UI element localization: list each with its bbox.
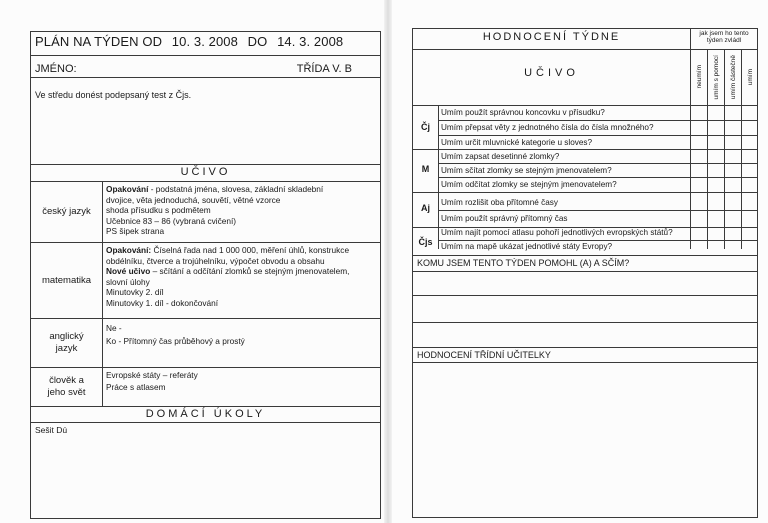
divider: [413, 322, 757, 323]
question-row: Umím přepsat věty z jednotného čísla do čísla množného?: [441, 123, 654, 132]
content-line: Minutovky 1. díl - dokončování: [106, 297, 219, 308]
date-to: 14. 3. 2008: [277, 34, 344, 49]
question-row: Umím zapsat desetinné zlomky?: [441, 152, 560, 161]
curriculum-heading: UČIVO: [180, 166, 231, 178]
subject-name-english: anglický jazyk: [31, 319, 103, 367]
subject-name-people-world: člověk a jeho svět: [31, 368, 103, 406]
name-label: JMÉNO:: [35, 63, 77, 75]
content-line: Minutovky 2. díl: [106, 287, 164, 298]
content-line: dvojice, věta jednoduchá, souvětí, větné vzorce: [106, 194, 281, 205]
question-row: Umím použít správnou koncovku v přísudku?: [441, 108, 605, 117]
mastery-header: jak jsem ho tento týden zvládl: [690, 29, 757, 49]
divider: [31, 406, 380, 407]
content-line: Práce s atlasem: [106, 381, 166, 392]
subject-content-english: [106, 322, 377, 348]
content-line: obdélníku, čtverce a trojúhelníku, výpočet obvodu a obsahu: [106, 255, 325, 266]
subject-name-math: matematika: [31, 243, 103, 318]
subject-label-english: Aj: [421, 203, 430, 213]
subject-content-people-world: [106, 370, 377, 393]
weekly-plan-form: [30, 31, 381, 519]
subject-content-math: [106, 245, 377, 309]
question-row: Umím na mapě ukázat jednotlivé státy Evropy?: [441, 242, 613, 251]
homework-text: Sešit Dú: [35, 425, 68, 435]
content-line: shoda přísudku s podmětem: [106, 205, 211, 216]
subject-content-czech: [106, 184, 377, 237]
note-text: Ve středu donést podepsaný test z Čjs.: [35, 90, 192, 100]
divider: [413, 255, 757, 256]
class-label: TŘÍDA V. B: [296, 63, 352, 75]
plan-title-prefix: PLÁN NA TÝDEN OD: [35, 34, 163, 49]
column-header-partially: umím částečně: [724, 49, 741, 105]
date-to-label: DO: [247, 34, 268, 49]
content-line: Ne -: [106, 323, 122, 333]
curriculum-heading: UČIVO: [524, 67, 579, 79]
divider: [413, 192, 757, 193]
question-row: Umím rozlišit oba přítomné časy: [441, 198, 558, 207]
weekly-evaluation-page: [392, 0, 768, 523]
question-row: Umím odčítat zlomky se stejným jmenovatelem?: [441, 180, 617, 189]
content-line: Evropské státy – referáty: [106, 370, 198, 380]
divider: [413, 362, 757, 363]
divider: [31, 422, 380, 423]
question-row: Umím sčítat zlomky se stejným jmenovatelem?: [441, 166, 612, 175]
content-line: Opakování: Číselná řada nad 1 000 000, měření úhlů, konstrukce: [106, 245, 350, 255]
column-header-cannot: neumím: [690, 49, 707, 105]
question-row: Umím použít správný přítomný čas: [441, 214, 568, 223]
content-line: PS šipek strana: [106, 226, 165, 237]
divider: [31, 164, 380, 165]
weekly-evaluation-form: [412, 28, 758, 518]
divider: [413, 271, 757, 272]
question-row: Umím určit mluvnické kategorie u sloves?: [441, 138, 593, 147]
help-question: KOMU JSEM TENTO TÝDEN POMOHL (A) A SČÍM?: [417, 258, 630, 268]
plan-title: [35, 34, 349, 49]
content-line: Opakování - podstatná jména, slovesa, základní skladební: [106, 184, 324, 194]
column-header-can: umím: [741, 49, 758, 105]
teacher-evaluation-label: HODNOCENÍ TŘÍDNÍ UČITELKY: [417, 350, 551, 360]
divider: [413, 295, 757, 296]
divider: [413, 347, 757, 348]
evaluation-title: HODNOCENÍ TÝDNE: [482, 31, 621, 43]
subject-label-math: M: [421, 164, 430, 174]
content-line: Nové učivo – sčítání a odčítání zlomků se stejným jmenovatelem,: [106, 266, 350, 277]
content-line: Ko - Přítomný čas průběhový a prostý: [106, 336, 245, 346]
content-line: Učebnice 83 – 86 (vybraná cvičení): [106, 215, 237, 226]
date-from: 10. 3. 2008: [171, 34, 238, 49]
subject-label-czech: Čj: [421, 122, 430, 132]
divider: [31, 55, 380, 56]
content-line: slovní úlohy: [106, 276, 150, 287]
column-header-with-help: umím s pomocí: [707, 49, 724, 105]
book-gutter: [384, 0, 392, 523]
subject-name-czech: český jazyk: [31, 182, 103, 242]
divider: [31, 77, 380, 78]
homework-heading: DOMÁCÍ ÚKOLY: [145, 408, 266, 420]
question-row: Umím najít pomocí atlasu pohoří jednotlivých evropských států?: [441, 228, 673, 237]
subject-label-people-world: Čjs: [418, 237, 433, 247]
